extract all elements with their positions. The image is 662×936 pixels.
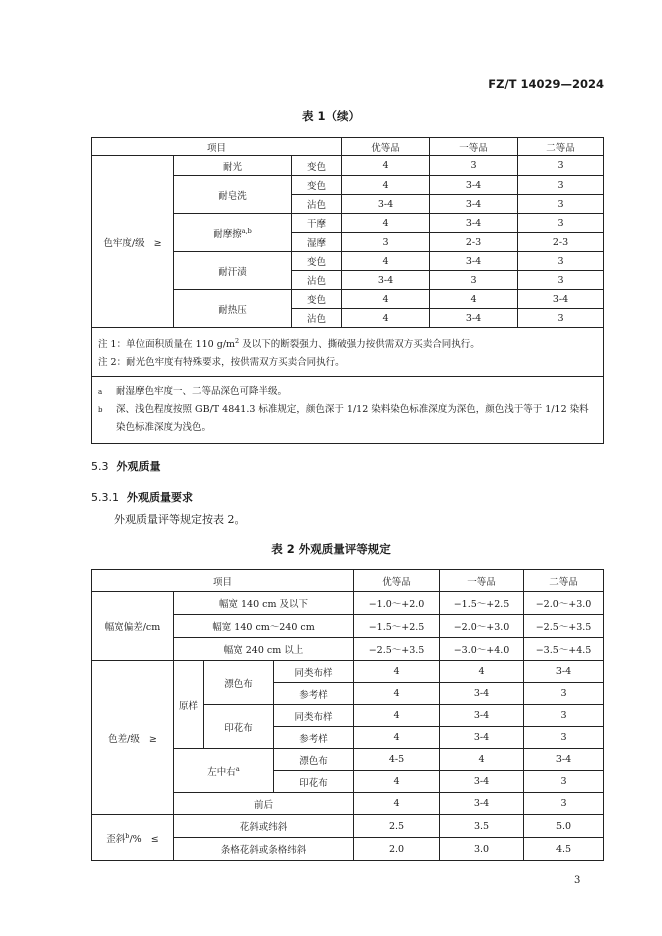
cell-value: 3.0: [440, 838, 524, 861]
label-reference-sample: 参考样: [274, 727, 354, 749]
cell-value: 3-4: [440, 793, 524, 815]
group-label-color-fastness: 色牢度/级 ≥: [92, 156, 174, 328]
table2-header-row: [92, 570, 604, 592]
cell-value: 3-4: [342, 195, 430, 214]
table1-header-row: [92, 138, 604, 156]
row-name: 幅宽 240 cm 以上: [174, 638, 354, 661]
cell-value: 3: [430, 271, 518, 290]
cell-value: 4: [354, 705, 440, 727]
cell-value: −2.5～+3.5: [524, 615, 604, 638]
label-original-sample: 原样: [174, 661, 204, 749]
cell-value: −2.0～+3.0: [524, 592, 604, 615]
table-row: [92, 592, 604, 615]
col-header-second: 二等品: [518, 138, 604, 156]
cell-value: −1.5～+2.5: [354, 615, 440, 638]
cell-value: −2.5～+3.5: [354, 638, 440, 661]
col-header-item: 项目: [92, 570, 354, 592]
cell-value: 4: [354, 793, 440, 815]
section-heading-5-3-1: 5.3.1 外观质量要求: [91, 491, 193, 504]
cell-value: 3: [524, 771, 604, 793]
row-sub: 沾色: [292, 309, 342, 328]
cell-value: 3: [518, 309, 604, 328]
label-reference-sample: 参考样: [274, 683, 354, 705]
cell-value: 4: [440, 749, 524, 771]
table1-notes-row: [92, 328, 604, 377]
col-header-first: 一等品: [430, 138, 518, 156]
cell-value: −3.5～+4.5: [524, 638, 604, 661]
cell-value: 3: [518, 156, 604, 176]
label-dyed-cloth: 漂色布: [274, 749, 354, 771]
cell-value: 4: [342, 214, 430, 233]
cell-value: −1.5～+2.5: [440, 592, 524, 615]
cell-value: 3-4: [430, 195, 518, 214]
col-header-first: 一等品: [440, 570, 524, 592]
cell-value: 4: [342, 290, 430, 309]
cell-value: 4: [354, 661, 440, 683]
row-name: 耐汗渍: [174, 252, 292, 290]
row-sub: 变色: [292, 176, 342, 195]
cell-value: 2.5: [354, 815, 440, 838]
cell-value: 3: [524, 727, 604, 749]
label-same-type-sample: 同类布样: [274, 661, 354, 683]
table2-caption: 表 2 外观质量评等规定: [271, 542, 391, 556]
row-sub: 沾色: [292, 195, 342, 214]
label-left-middle-right: 左中右$^a$: [174, 749, 274, 793]
cell-value: 4: [342, 309, 430, 328]
row-sub: 干摩: [292, 214, 342, 233]
body-paragraph: 外观质量评等规定按表 2。: [114, 513, 246, 526]
row-name: 耐光: [174, 156, 292, 176]
cell-value: 3: [518, 271, 604, 290]
cell-value: 4: [354, 771, 440, 793]
cell-value: 3: [518, 252, 604, 271]
col-header-second: 二等品: [524, 570, 604, 592]
label-dyed-cloth: 漂色布: [204, 661, 274, 705]
group-label-width-deviation: 幅宽偏差/cm: [92, 592, 174, 661]
table-row: [92, 661, 604, 683]
table1-color-fastness: [91, 137, 604, 444]
row-name: 耐皂洗: [174, 176, 292, 214]
cell-value: 2-3: [430, 233, 518, 252]
cell-value: 3-4: [518, 290, 604, 309]
cell-value: 3-4: [342, 271, 430, 290]
cell-value: 3: [524, 793, 604, 815]
table1-caption: 表 1（续）: [301, 109, 360, 123]
cell-value: −1.0～+2.0: [354, 592, 440, 615]
row-sub: 变色: [292, 156, 342, 176]
cell-value: 3-4: [440, 683, 524, 705]
col-header-premium: 优等品: [342, 138, 430, 156]
cell-value: 3-4: [440, 705, 524, 727]
cell-value: 3.5: [440, 815, 524, 838]
note-2: 注 2：耐光色牢度有特殊要求，按供需双方买卖合同执行。: [98, 357, 345, 369]
cell-value: 3: [518, 214, 604, 233]
cell-value: 4: [354, 683, 440, 705]
cell-value: 3-4: [430, 252, 518, 271]
cell-value: 3-4: [440, 771, 524, 793]
page-number: 3: [574, 875, 581, 886]
table2-appearance-quality: [91, 569, 604, 861]
standard-code: FZ/T 14029—2024: [488, 77, 604, 91]
table-row: [92, 815, 604, 838]
cell-value: 2.0: [354, 838, 440, 861]
cell-value: 2-3: [518, 233, 604, 252]
col-header-item: 项目: [92, 138, 342, 156]
table1-footnotes-row: [92, 377, 604, 444]
cell-value: 4: [440, 661, 524, 683]
cell-value: −2.0～+3.0: [440, 615, 524, 638]
cell-value: 3-4: [430, 214, 518, 233]
cell-value: 3-4: [430, 176, 518, 195]
cell-value: 4.5: [524, 838, 604, 861]
cell-value: 4: [342, 176, 430, 195]
table1-footnotes: [92, 377, 604, 444]
cell-value: 3: [518, 195, 604, 214]
row-sub: 变色: [292, 252, 342, 271]
cell-value: 4: [342, 156, 430, 176]
cell-value: 4: [354, 727, 440, 749]
label-same-type-sample: 同类布样: [274, 705, 354, 727]
cell-value: 3-4: [524, 749, 604, 771]
cell-value: −3.0～+4.0: [440, 638, 524, 661]
group-label-color-difference: 色差/级 ≥: [92, 661, 174, 815]
label-printed-cloth: 印花布: [204, 705, 274, 749]
row-name: 条格花斜或条格纬斜: [174, 838, 354, 861]
row-sub: 湿摩: [292, 233, 342, 252]
cell-value: 3-4: [524, 661, 604, 683]
cell-value: 3: [524, 705, 604, 727]
section-heading-5-3: 5.3 外观质量: [91, 460, 161, 473]
table1-notes: [92, 328, 604, 377]
table-row: [92, 156, 604, 176]
group-label-skew: 歪斜$^b$/% ≤: [92, 815, 174, 861]
cell-value: 3: [342, 233, 430, 252]
row-name: 幅宽 140 cm～240 cm: [174, 615, 354, 638]
row-name: 花斜或纬斜: [174, 815, 354, 838]
cell-value: 3: [430, 156, 518, 176]
row-sub: 变色: [292, 290, 342, 309]
cell-value: 4: [342, 252, 430, 271]
cell-value: 3: [524, 683, 604, 705]
cell-value: 3-4: [430, 309, 518, 328]
row-name: 幅宽 140 cm 及以下: [174, 592, 354, 615]
footnote-a: a 耐湿摩色牢度一、二等品深色可降半级。: [98, 386, 288, 398]
row-sub: 沾色: [292, 271, 342, 290]
label-printed-cloth: 印花布: [274, 771, 354, 793]
cell-value: 3: [518, 176, 604, 195]
cell-value: 4-5: [354, 749, 440, 771]
note-1: 注 1：单位面积质量在 110 $g/m^2$ 及以下的断裂强力、撕破强力按供需双方买卖合同执行。: [98, 337, 480, 351]
label-front-back: 前后: [174, 793, 354, 815]
col-header-premium: 优等品: [354, 570, 440, 592]
row-name-rub: 耐摩擦$^{a,b}$: [174, 214, 292, 252]
cell-value: 3-4: [440, 727, 524, 749]
cell-value: 4: [430, 290, 518, 309]
cell-value: 5.0: [524, 815, 604, 838]
row-name: 耐热压: [174, 290, 292, 328]
footnote-b: b 深、浅色程度按照 GB/T 4841.3 标准规定，颜色深于 1/12 染料染色标准深度为深色，颜色浅于等于 1/12 染料染色标准深度为浅色。: [98, 404, 589, 434]
